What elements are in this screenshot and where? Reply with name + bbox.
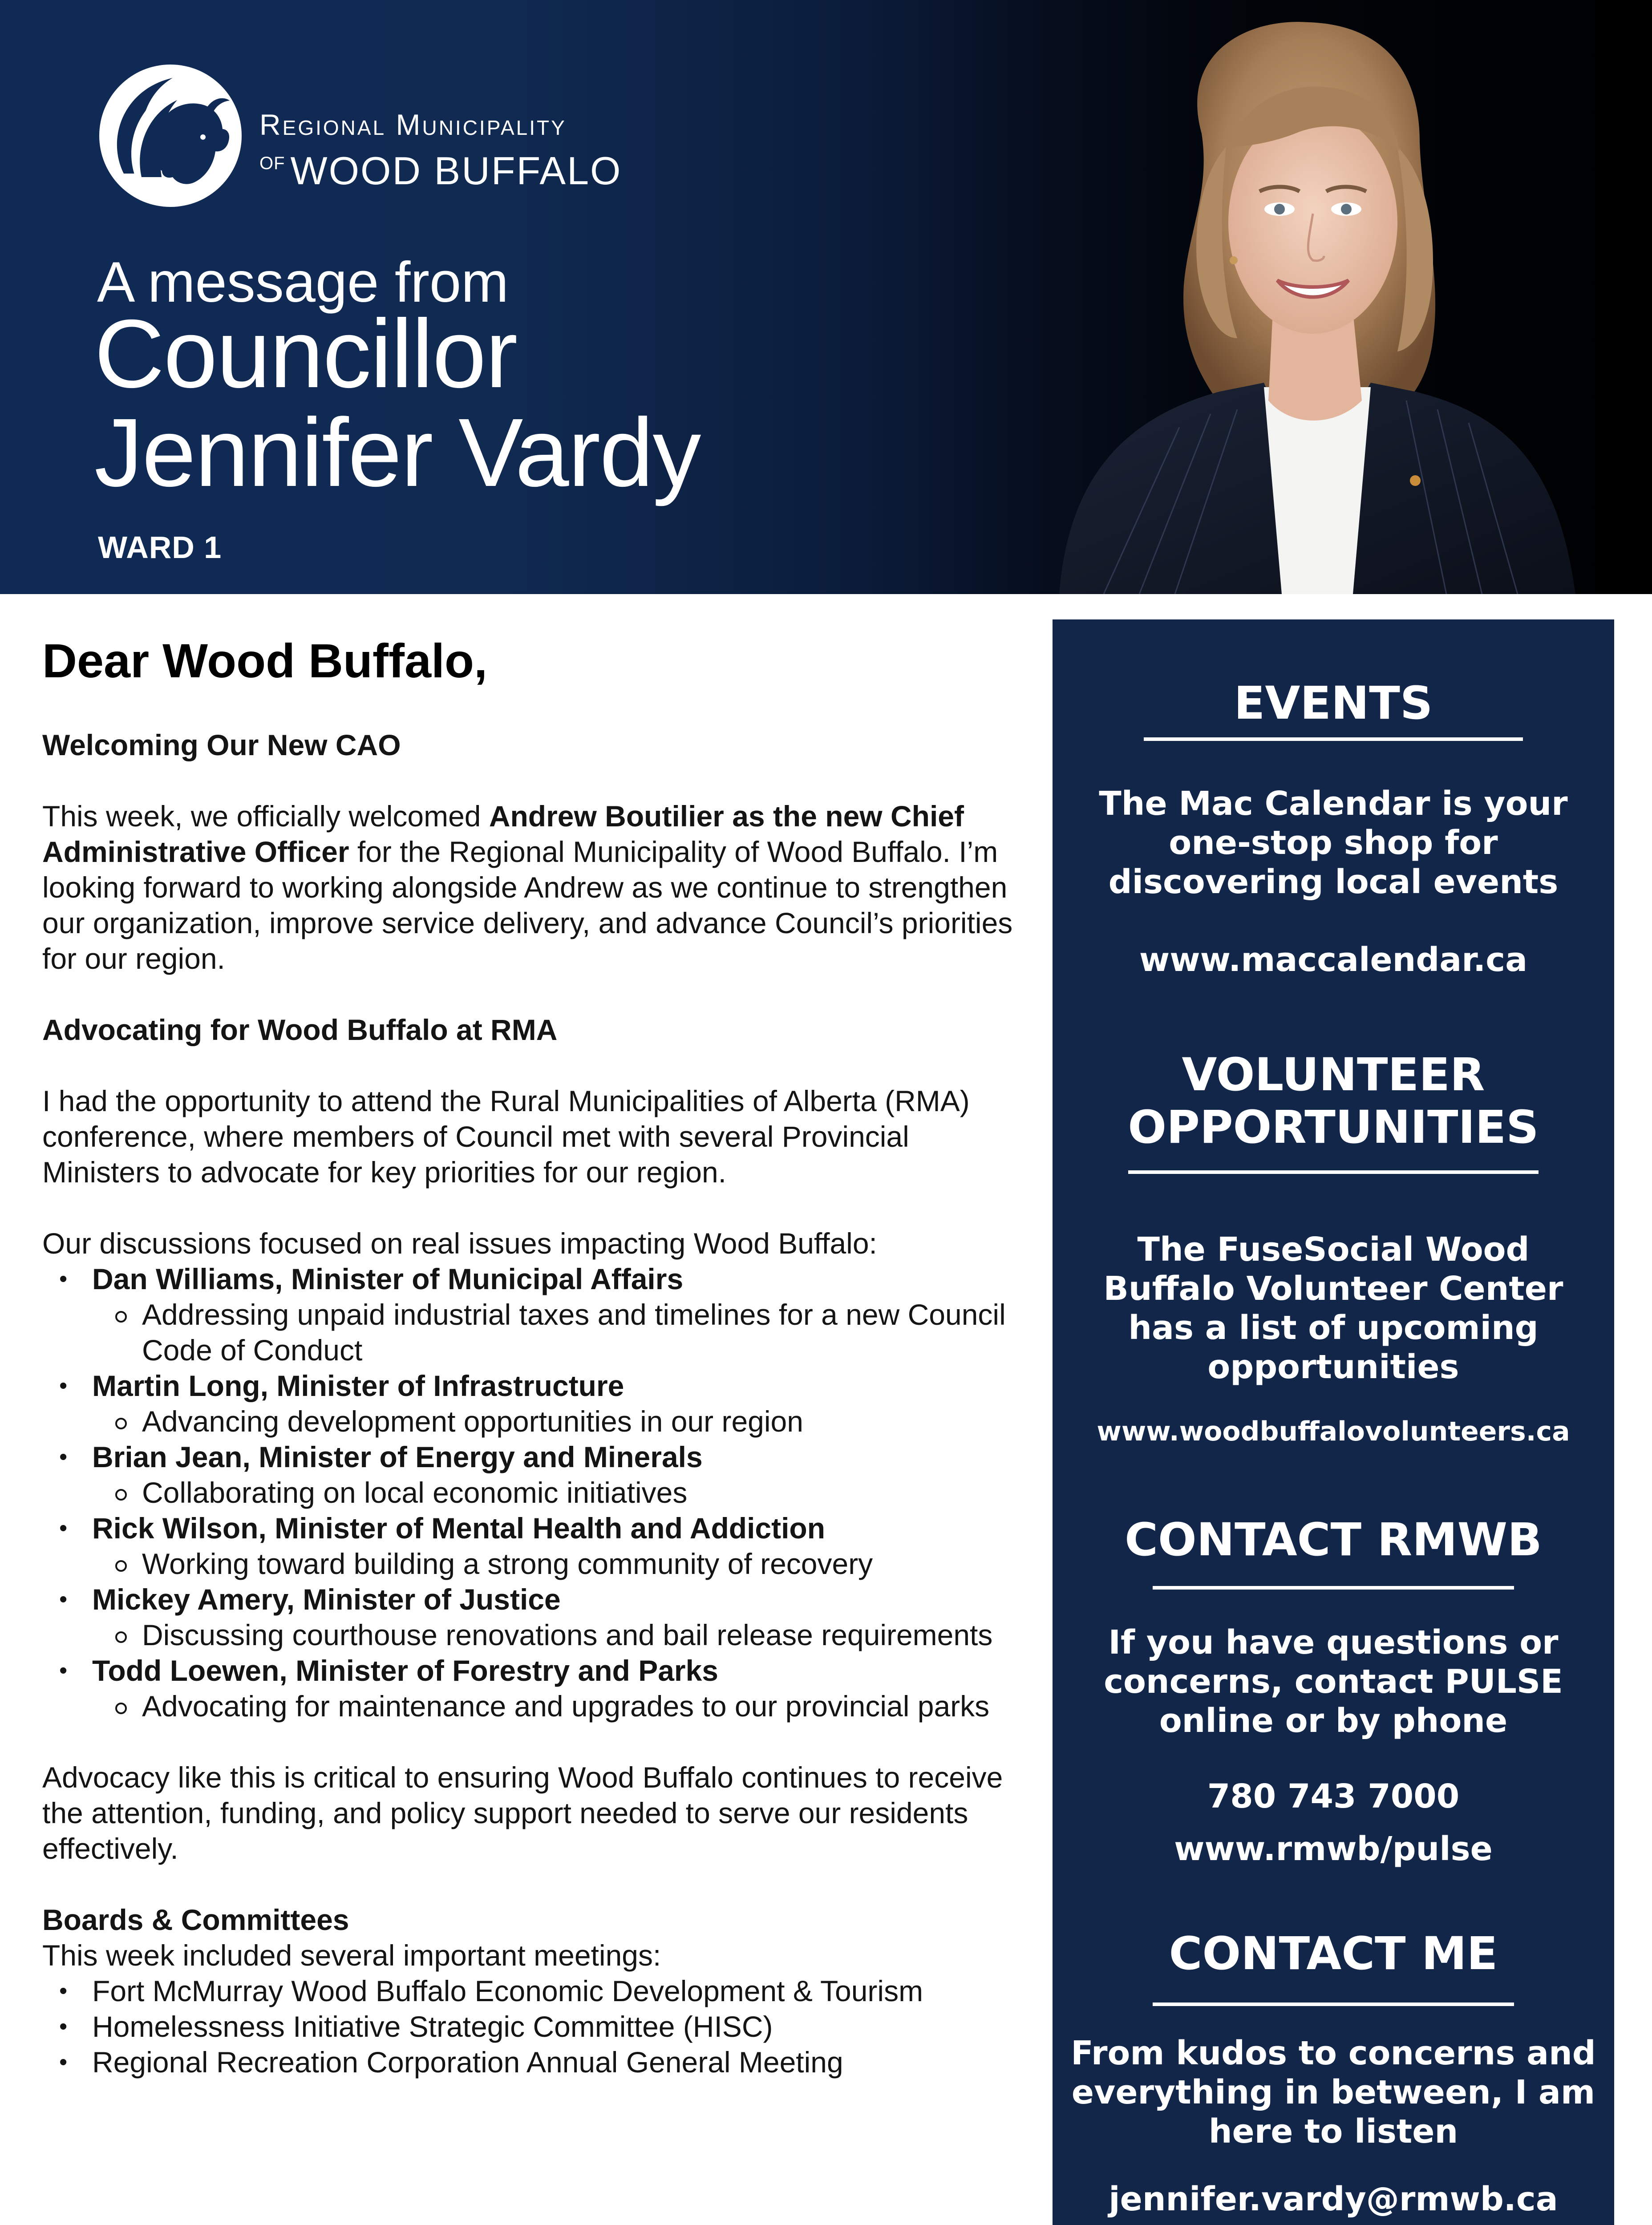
- minister-name: Dan Williams, Minister of Municipal Affairs: [92, 1262, 684, 1295]
- bison-logo-icon: [97, 62, 244, 209]
- list-item: • Homelessness Initiative Strategic Committee (HISC): [42, 2009, 1021, 2044]
- councillor-portrait: [970, 0, 1652, 594]
- contact-me-text: From kudos to concerns and everything in between, I am here to listen: [1071, 2034, 1596, 2151]
- volunteer-link[interactable]: www.woodbuffalovolunteers.ca: [1097, 1416, 1570, 1447]
- minister-detail: Working toward building a strong community of recovery: [92, 1546, 1021, 1582]
- info-sidebar: [1053, 619, 1614, 2225]
- contact-rmwb-heading: CONTACT RMWB: [1125, 1513, 1542, 1566]
- organization-name: [259, 107, 622, 192]
- minister-name: Brian Jean, Minister of Energy and Minerals: [92, 1440, 703, 1473]
- section-heading-boards: Boards & Committees: [42, 1903, 349, 1936]
- minister-name: Rick Wilson, Minister of Mental Health and Addiction: [92, 1512, 826, 1545]
- list-item: [42, 1653, 1021, 1724]
- divider: [1144, 737, 1523, 741]
- message-from-label: A message from: [97, 251, 509, 314]
- advocacy-paragraph: Advocacy like this is critical to ensuring Wood Buffalo continues to receive the attention, funding, and policy support needed to serve our residents effectively.: [42, 1761, 1003, 1865]
- divider: [1153, 2002, 1514, 2006]
- list-item: [42, 1261, 1021, 1368]
- minister-name: Mickey Amery, Minister of Justice: [92, 1583, 561, 1616]
- meetings-list: [42, 1973, 1021, 2080]
- list-item: [42, 1368, 1021, 1439]
- org-name-line2: [259, 142, 622, 192]
- org-name-wood-buffalo: WOOD BUFFALO: [290, 149, 622, 193]
- letter-greeting: Dear Wood Buffalo,: [42, 634, 488, 688]
- boards-intro: This week included several important meetings:: [42, 1939, 661, 1972]
- councillor-title-line2: Jennifer Vardy: [94, 399, 700, 507]
- contact-me-email[interactable]: jennifer.vardy@rmwb.ca: [1109, 2180, 1558, 2218]
- org-of-label: OF: [259, 154, 285, 173]
- minister-detail: Addressing unpaid industrial taxes and timelines for a new Council Code of Conduct: [92, 1297, 1021, 1368]
- contact-rmwb-phone[interactable]: 780 743 7000: [1207, 1777, 1460, 1816]
- section-heading-rma: Advocating for Wood Buffalo at RMA: [42, 1013, 558, 1046]
- list-item: [42, 1439, 1021, 1510]
- rma-paragraph-2: Our discussions focused on real issues impacting Wood Buffalo:: [42, 1227, 877, 1260]
- volunteer-text: The FuseSocial Wood Buffalo Volunteer Center has a list of upcoming opportunities: [1103, 1230, 1563, 1386]
- divider: [1153, 1586, 1514, 1590]
- divider: [1128, 1170, 1539, 1174]
- list-item: [42, 1510, 1021, 1582]
- minister-list: [42, 1261, 1021, 1724]
- minister-detail: Discussing courthouse renovations and bail release requirements: [92, 1617, 1021, 1653]
- contact-rmwb-text: If you have questions or concerns, contact PULSE online or by phone: [1104, 1623, 1563, 1740]
- new-cao-name: Andrew Boutilier as the new Chief Administrative Officer: [42, 800, 964, 868]
- minister-detail: Collaborating on local economic initiatives: [92, 1475, 1021, 1510]
- letter-body: [42, 627, 1021, 2080]
- rmwb-logo[interactable]: [97, 62, 622, 209]
- volunteer-heading-line1: VOLUNTEER: [1182, 1048, 1485, 1101]
- minister-name: Martin Long, Minister of Infrastructure: [92, 1369, 624, 1402]
- events-heading: EVENTS: [1234, 677, 1433, 730]
- new-cao-text-pre: This week, we officially welcomed: [42, 800, 489, 833]
- rma-paragraph-1: I had the opportunity to attend the Rural Municipalities of Alberta (RMA) conference, where members of Council met with several Provincial Ministers to advocate for key priorities for our region.: [42, 1084, 970, 1189]
- org-name-line1: Regional Municipality: [259, 108, 567, 141]
- volunteer-heading-line2: OPPORTUNITIES: [1128, 1101, 1539, 1154]
- councillor-title: [94, 300, 700, 507]
- contact-rmwb-link[interactable]: www.rmwb/pulse: [1174, 1830, 1493, 1868]
- minister-detail: Advocating for maintenance and upgrades to our provincial parks: [92, 1688, 1021, 1724]
- contact-me-heading: CONTACT ME: [1169, 1927, 1498, 1980]
- list-item: [42, 1582, 1021, 1653]
- new-cao-paragraph: [42, 798, 1021, 976]
- minister-name: Todd Loewen, Minister of Forestry and Parks: [92, 1654, 719, 1687]
- header-banner: [0, 0, 1652, 594]
- councillor-title-line1: Councillor: [94, 300, 517, 408]
- list-item: • Regional Recreation Corporation Annual General Meeting: [42, 2044, 1021, 2080]
- minister-detail: Advancing development opportunities in our region: [92, 1404, 1021, 1439]
- ward-label: WARD 1: [98, 530, 222, 565]
- volunteer-heading: [1053, 1049, 1614, 1154]
- list-item: • Fort McMurray Wood Buffalo Economic Development & Tourism: [42, 1973, 1021, 2009]
- events-link[interactable]: www.maccalendar.ca: [1139, 941, 1528, 979]
- new-cao-text-post: for the Regional Municipality of Wood Buffalo. I’m looking forward to working alongside Andrew as we continue to strengthen our organization, improve service delivery, and advance Council’s priorities for our region.: [42, 835, 1013, 975]
- section-heading-new-cao: Welcoming Our New CAO: [42, 728, 401, 761]
- events-text: The Mac Calendar is your one-stop shop for discovering local events: [1099, 785, 1568, 901]
